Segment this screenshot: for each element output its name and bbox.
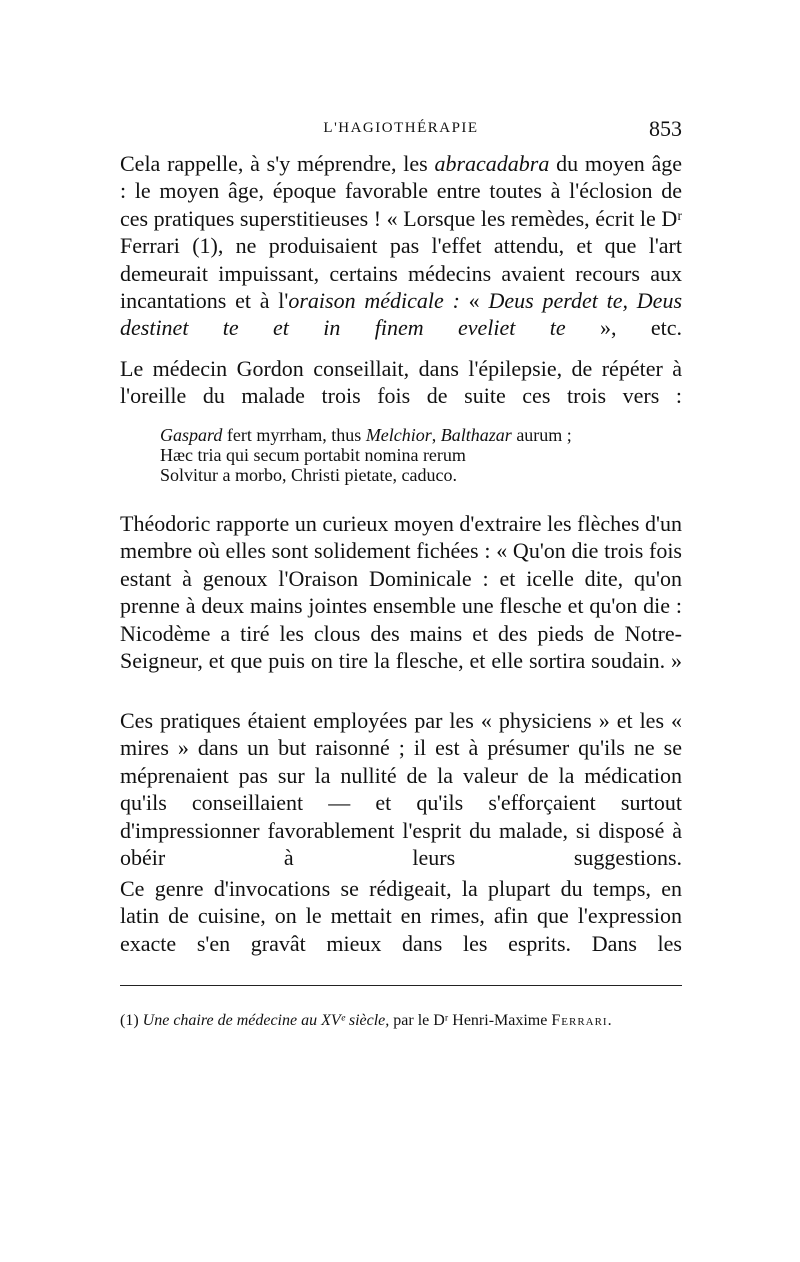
footnote-title: Une chaire de médecine au XVᵉ siècle,	[142, 1012, 390, 1029]
verse-line: Hæc tria qui secum portabit nomina rerum	[160, 445, 466, 465]
paragraph-text: », etc.	[565, 315, 682, 341]
verse-name: Gaspard	[160, 425, 223, 445]
footnote	[120, 1009, 682, 1033]
paragraph-text: Cela rappelle, à s'y méprendre, les	[120, 151, 435, 176]
verse-line: Solvitur a morbo, Christi pietate, caduco.	[160, 465, 457, 485]
footnote-author: Ferrari.	[551, 1012, 613, 1029]
page-number: 853	[649, 116, 682, 141]
verse-name: Balthazar	[440, 425, 512, 445]
latin-quote: Deus perdet te, Deus destinet te et in finem eveliet te	[120, 288, 682, 341]
paragraph-text: du moyen âge : le moyen âge, époque favorable entre toutes à l'éclosion de ces pratiques superstitieuses ! « Lorsque les remèdes, écrit le Dʳ Ferrari (1), ne produisaient pas l'effet attendu, et que l'art demeurait impuissant, certains médecins avaient recours aux incantations et à l'	[120, 151, 682, 314]
footnote-text: par le Dʳ Henri-Maxime	[389, 1012, 552, 1029]
verse-text: ,	[431, 425, 441, 445]
verse-line	[160, 425, 660, 445]
verse-text: fert myrrham, thus	[222, 425, 366, 445]
italic-term: abracadabra	[434, 151, 550, 176]
running-head	[120, 116, 682, 140]
italic-term: oraison médicale :	[288, 288, 460, 314]
paragraph-text: «	[459, 288, 489, 314]
verse-name: Melchior	[365, 425, 432, 445]
paragraph-theodoric: Théodoric rapporte un curieux moyen d'extraire les flèches d'un membre où elles sont solidement fichées : « Qu'on die trois fois estant à genoux l'Oraison Dominicale : et icelle dite, qu'on prenne à deux mains jointes ensemble une flesche et qu'on die : Nicodème a tiré les clous des mains et des pieds de Notre-Seigneur, et que puis on tire la flesche, et elle sortira soudain. »	[120, 511, 682, 674]
paragraph-physiciens: Ces pratiques étaient employées par les « physiciens » et les « mires » dans un but raisonné ; il est à présumer qu'ils ne se méprenaient pas sur la nullité de la valeur de la médication qu'ils conseillaient — et qu'ils s'efforçaient surtout d'impressionner favorablement l'esprit du malade, si disposé à obéir à leurs suggestions.	[120, 708, 682, 871]
running-title: L'HAGIOTHÉRAPIE	[323, 120, 479, 136]
paragraph-abracadabra	[120, 150, 682, 342]
footnote-marker: (1)	[120, 1012, 143, 1029]
footnote-rule	[120, 985, 682, 986]
paragraph-invocations: Ce genre d'invocations se rédigeait, la plupart du temps, en latin de cuisine, on le mettait en rimes, afin que l'expression exacte s'en gravât mieux dans les esprits. Dans les	[120, 876, 682, 956]
verse-block	[160, 425, 660, 485]
paragraph-gordon: Le médecin Gordon conseillait, dans l'épilepsie, de répéter à l'oreille du malade trois fois de suite ces trois vers :	[120, 356, 682, 409]
verse-text: aurum ;	[511, 425, 572, 445]
